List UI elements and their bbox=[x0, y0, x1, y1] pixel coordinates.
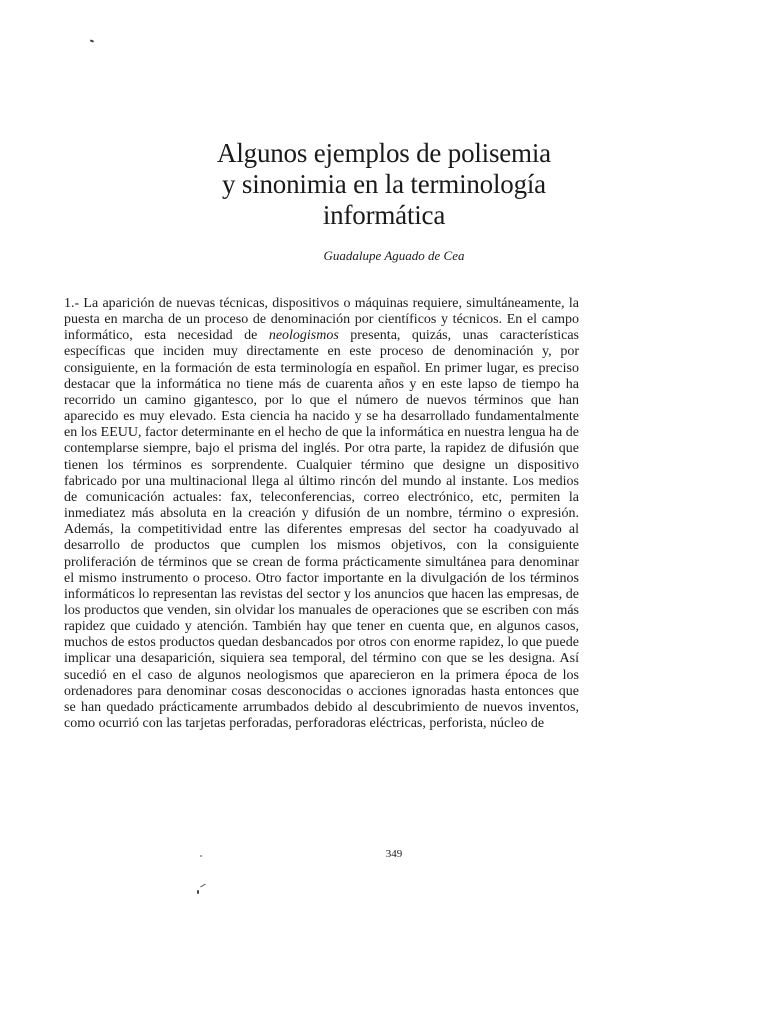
author-name: Guadalupe Aguado de Cea bbox=[323, 248, 465, 263]
paragraph-text-start: 1.- La aparición de nuevas técnicas, dispositivos o máquinas requiere, simultáneamente, la puesta en marcha de un proceso de denominación por científicos y técnicos. En el campo informático, esta necesidad de bbox=[64, 296, 579, 344]
article-title bbox=[0, 138, 768, 231]
page-number: 349 bbox=[385, 848, 403, 860]
italic-term: neologismos bbox=[268, 328, 339, 344]
paragraph-text-rest: presenta, quizás, unas características específicas que inciden muy directamente en este proceso de denominación y, por consiguiente, en la formación de esta terminología en español. En primer lugar, es preciso destacar que la informática no tiene más de cuarenta años y en este lapso de tiempo ha recorrido un camino gigantesco, por lo que el número de nuevos términos que han aparecido es muy elevado. Esta ciencia ha nacido y se ha desarrollado fundamentalmente en los EEUU, factor determinante en el hecho de que la informática en nuestra lengua ha de contemplarse siempre, bajo el prisma del inglés. Por otra parte, la rapidez de difusión que tienen los términos es sorprendente. Cualquier término que designe un dispositivo fabricado por una multinacional llega al último rincón del mundo al instante. Los medios de comunicación actuales: fax, teleconferencias, correo electrónico, etc, permiten la inmediatez más absoluta en la creación y difusión de un nombre, término o expresión. Además, la competitividad entre las diferentes empresas del sector ha coadyuvado al desarrollo de productos que cumplen los mismos objetivos, con la consiguiente proliferación de términos que se crean de forma prácticamente simultánea para denominar el mismo instrumento o proceso. Otro factor importante en la divulgación de los términos informáticos lo representan las revistas del sector y los anuncios que hacen las empresas, de los productos que venden, sin olvidar los manuales de operaciones que se escriben con más rapidez que cuidado y atención. También hay que tener en cuenta que, en algunos casos, muchos de estos productos quedan desbancados por otros con enorme rapidez, lo que puede implicar una desaparición, siquiera sea temporal, del término con que se les designa. Así sucedió en el caso de algunos neologismos que aparecieron en la primera época de los ordenadores para denominar cosas desconocidas o acciones ignoradas hasta entonces que se han quedado prácticamente arrumbados debido al descubrimiento de nuevos inventos, como ocurrió con las tarjetas perforadas, perforadoras eléctricas, perforista, núcleo de bbox=[64, 328, 579, 732]
scan-speck bbox=[200, 855, 202, 857]
paragraph-1 bbox=[64, 296, 579, 732]
body-text bbox=[64, 296, 579, 732]
title-line-3: informática bbox=[322, 200, 446, 230]
title-line-2: y sinonimia en la terminología bbox=[222, 169, 546, 199]
scan-speck bbox=[200, 884, 206, 888]
scan-speck bbox=[90, 39, 94, 42]
title-line-1: Algunos ejemplos de polisemia bbox=[217, 138, 551, 168]
scan-speck bbox=[197, 890, 199, 894]
